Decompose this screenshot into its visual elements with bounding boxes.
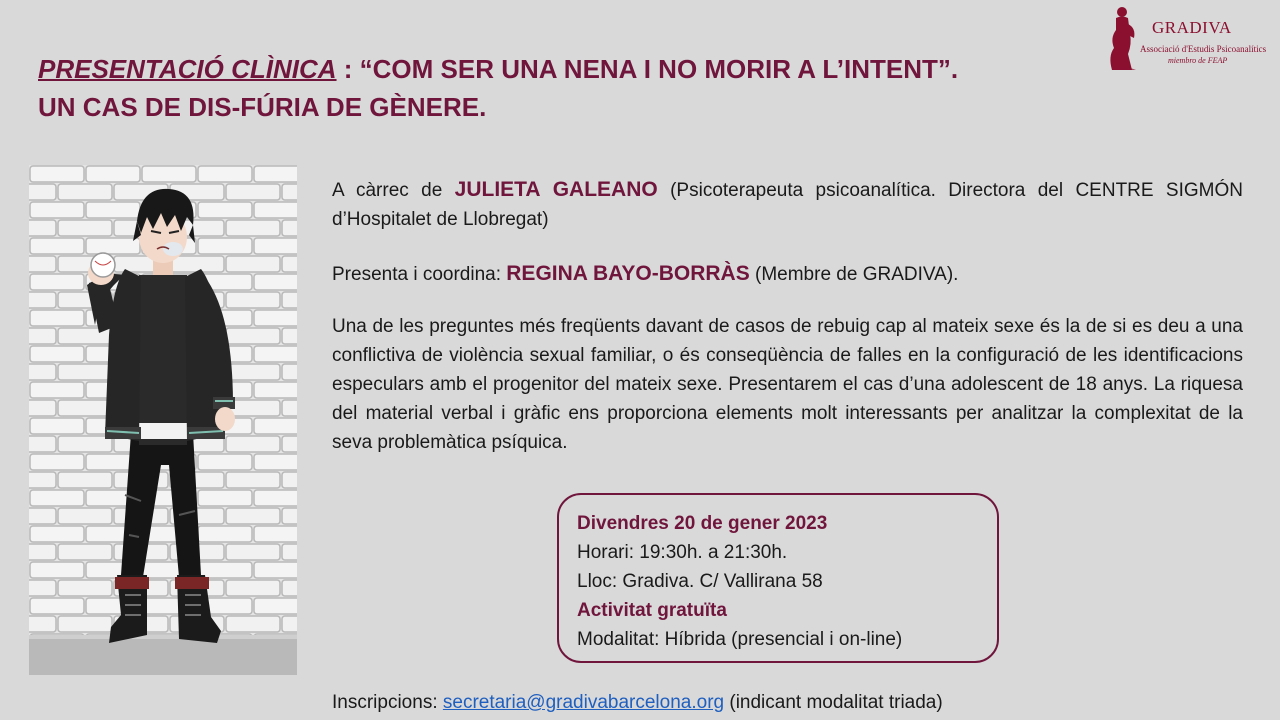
speaker-description: (Psicoterapeuta psicoanalítica. Directora del CENTRE SIGMÓN d’Hospitalet de Llobregat) [332, 180, 1243, 230]
presenter-description: (Membre de GRADIVA). [749, 264, 959, 285]
speaker-prefix: A càrrec de [332, 180, 455, 201]
page-title [38, 50, 1078, 126]
event-date: Divendres 20 de gener 2023 [577, 513, 828, 534]
registration-note: (indicant modalitat triada) [724, 692, 943, 713]
title-event-name: : “COM SER UNA NENA I NO MORIR A L’INTENT”. [336, 54, 959, 84]
presenter-paragraph [332, 259, 1243, 289]
event-free-label: Activitat gratuïta [577, 600, 727, 621]
logo-subtitle: Associació d'Estudis Psicoanalítics [1140, 44, 1267, 54]
registration-email-link[interactable]: secretaria@gradivabarcelona.org [442, 692, 725, 713]
presenter-name: REGINA BAYO-BORRÀS [506, 262, 750, 285]
logo-member: miembro de FEAP [1168, 56, 1228, 65]
gradiva-logo [1096, 4, 1276, 74]
registration-label: Inscripcions: [332, 692, 443, 713]
title-line-1 [38, 50, 1078, 88]
case-description: Una de les preguntes més freqüents davant de casos de rebuig cap al mateix sexe és la de si es deu a una conflictiva de violència sexual familiar, o és conseqüència de falles en la configuració de les identificacions especulars amb el progenitor del mateix sexe. Presentarem el cas d’una adolescent de 18 anys. La riquesa del material verbal i gràfic ens proporciona elements molt interessants per analitzar la complexitat de la seva problemàtica psíquica. [332, 316, 1243, 453]
character-drawing [29, 165, 297, 675]
gradiva-figure-icon [1102, 4, 1142, 72]
title-line-2: UN CAS DE DIS-FÚRIA DE GÈNERE. [38, 92, 487, 122]
title-presentation-label: PRESENTACIÓ CLÌNICA [38, 54, 337, 84]
presenter-prefix: Presenta i coordina: [332, 264, 507, 285]
event-info-box [557, 493, 999, 663]
logo-name: GRADIVA [1152, 18, 1232, 37]
event-schedule: Horari: 19:30h. a 21:30h. [577, 542, 788, 563]
registration-line [332, 688, 943, 717]
character-illustration [29, 165, 297, 675]
speaker-paragraph [332, 175, 1243, 234]
event-mode: Modalitat: Híbrida (presencial i on-line) [577, 629, 903, 650]
speaker-name: JULIETA GALEANO [454, 178, 658, 201]
event-place: Lloc: Gradiva. C/ Vallirana 58 [577, 571, 823, 592]
